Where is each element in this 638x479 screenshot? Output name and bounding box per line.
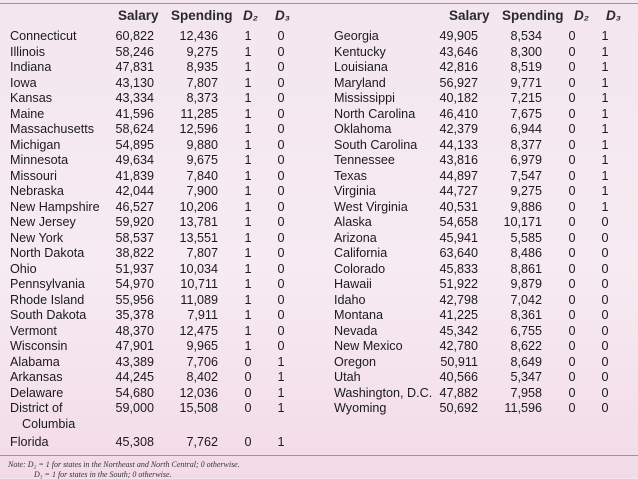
d3-value: 1	[601, 44, 609, 59]
state-name: New Jersey	[10, 215, 76, 229]
state-name: Minnesota	[10, 153, 69, 167]
state-name: Arkansas	[10, 370, 63, 384]
d2-value: 1	[244, 44, 252, 59]
state-name-continued: Columbia	[22, 416, 76, 431]
state-name: West Virginia	[334, 199, 408, 214]
d2-value: 0	[568, 277, 576, 291]
d2-value: 0	[568, 137, 576, 152]
d3-value: 0	[277, 91, 285, 105]
state-name: Arizona	[334, 230, 377, 245]
note-rule	[0, 455, 638, 456]
spending-value: 15,508	[179, 401, 218, 415]
salary-value: 54,970	[115, 277, 154, 291]
d3-value: 0	[277, 75, 285, 90]
state-name: Delaware	[10, 385, 64, 400]
d2-value: 0	[568, 354, 576, 369]
header-d2-left: D₂	[243, 8, 258, 23]
salary-value: 48,370	[115, 323, 154, 338]
spending-value: 12,436	[179, 29, 218, 43]
salary-value: 45,308	[115, 435, 154, 449]
d2-value: 0	[568, 246, 576, 260]
d3-value: 1	[277, 401, 285, 415]
d3-value: 1	[601, 106, 609, 121]
state-name: Ohio	[10, 261, 37, 276]
state-name: Missouri	[10, 168, 57, 183]
state-name: Virginia	[334, 184, 376, 198]
spending-value: 7,807	[186, 75, 218, 90]
state-name: Connecticut	[10, 29, 77, 43]
spending-value: 11,089	[180, 292, 218, 307]
d3-value: 1	[601, 137, 609, 152]
d3-value: 0	[601, 385, 609, 400]
d2-value: 1	[244, 29, 252, 43]
d3-value: 0	[277, 292, 285, 307]
salary-value: 54,895	[115, 137, 154, 152]
salary-value: 51,922	[439, 277, 478, 291]
salary-value: 43,334	[115, 91, 154, 105]
state-name: North Carolina	[334, 106, 416, 121]
salary-value: 55,956	[115, 292, 154, 307]
state-name: Louisiana	[334, 60, 388, 74]
d3-value: 0	[601, 246, 609, 260]
salary-value: 40,566	[439, 370, 478, 384]
d3-value: 0	[601, 354, 609, 369]
salary-value: 42,798	[439, 292, 478, 307]
salary-value: 43,389	[115, 354, 154, 369]
spending-value: 8,361	[510, 308, 542, 322]
state-name: Alabama	[10, 354, 60, 369]
d3-value: 0	[601, 261, 609, 276]
spending-value: 9,275	[186, 44, 218, 59]
spending-value: 7,911	[187, 308, 218, 322]
salary-value: 56,927	[439, 75, 478, 90]
spending-value: 10,206	[179, 199, 218, 214]
spending-value: 8,534	[510, 29, 542, 43]
spending-value: 6,944	[510, 122, 542, 136]
salary-value: 43,130	[115, 75, 154, 90]
header-salary-left: Salary	[118, 8, 159, 23]
state-name: Colorado	[334, 261, 386, 276]
d3-value: 0	[601, 308, 609, 322]
d2-value: 0	[568, 292, 576, 307]
d2-value: 0	[568, 168, 576, 183]
d2-value: 0	[244, 401, 252, 415]
d2-value: 1	[244, 199, 252, 214]
d3-value: 0	[277, 215, 285, 229]
d2-value: 0	[568, 60, 576, 74]
spending-value: 7,675	[510, 106, 542, 121]
salary-value: 43,646	[439, 44, 478, 59]
spending-value: 11,285	[180, 106, 218, 121]
d3-value: 1	[601, 184, 609, 198]
spending-value: 11,596	[504, 401, 542, 415]
d3-value: 0	[277, 29, 285, 43]
state-name: Kansas	[10, 91, 53, 105]
salary-value: 40,182	[439, 91, 478, 105]
d3-value: 1	[601, 122, 609, 136]
state-name: Montana	[334, 308, 384, 322]
spending-value: 7,807	[186, 246, 218, 260]
d2-value: 1	[244, 122, 252, 136]
salary-value: 42,379	[439, 122, 478, 136]
spending-value: 9,879	[510, 277, 542, 291]
header-spending-left: Spending	[171, 8, 233, 23]
d3-value: 0	[601, 292, 609, 307]
top-rule	[0, 3, 638, 4]
d2-value: 1	[244, 168, 252, 183]
state-name: Nebraska	[10, 184, 64, 198]
spending-value: 13,551	[179, 230, 218, 245]
d2-value: 0	[568, 261, 576, 276]
salary-value: 46,410	[439, 106, 478, 121]
state-name: Texas	[334, 168, 367, 183]
spending-value: 9,886	[510, 199, 542, 214]
d3-value: 0	[277, 339, 285, 353]
salary-value: 49,905	[439, 29, 478, 43]
d2-value: 1	[244, 246, 252, 260]
salary-value: 44,897	[439, 168, 478, 183]
salary-value: 41,839	[115, 168, 154, 183]
salary-value: 44,133	[439, 137, 478, 152]
salary-value: 63,640	[439, 246, 478, 260]
spending-value: 7,900	[186, 184, 218, 198]
salary-value: 58,624	[115, 122, 154, 136]
state-name: Massachusetts	[10, 122, 94, 136]
state-name: Vermont	[10, 323, 57, 338]
spending-value: 9,880	[186, 137, 218, 152]
d2-value: 1	[244, 292, 252, 307]
salary-value: 42,816	[439, 60, 478, 74]
d2-value: 1	[244, 323, 252, 338]
d3-value: 1	[601, 91, 609, 105]
spending-value: 8,519	[510, 60, 542, 74]
d3-value: 0	[277, 60, 285, 74]
state-name: Kentucky	[334, 44, 386, 59]
d2-value: 1	[244, 261, 252, 276]
d3-value: 0	[601, 215, 609, 229]
salary-value: 44,727	[439, 184, 478, 198]
header-spending-right: Spending	[502, 8, 564, 23]
state-name: North Dakota	[10, 246, 85, 260]
state-name: Florida	[10, 435, 49, 449]
d2-value: 0	[568, 323, 576, 338]
spending-value: 7,042	[510, 292, 542, 307]
note-line-2: D₃ = 1 for states in the South; 0 otherwise.	[34, 470, 172, 479]
state-name: New Mexico	[334, 339, 403, 353]
d3-value: 0	[277, 153, 285, 167]
spending-value: 7,547	[510, 168, 542, 183]
spending-value: 10,171	[503, 215, 542, 229]
d2-value: 1	[244, 91, 252, 105]
state-name: Tennessee	[334, 153, 395, 167]
note-line-1: Note: D₂ = 1 for states in the Northeast and North Central; 0 otherwise.	[8, 460, 240, 469]
d2-value: 0	[568, 153, 576, 167]
d2-value: 0	[568, 106, 576, 121]
salary-value: 42,044	[115, 184, 154, 198]
state-name: Alaska	[334, 215, 372, 229]
spending-value: 8,622	[510, 339, 542, 353]
d2-value: 1	[244, 153, 252, 167]
d3-value: 1	[601, 29, 609, 43]
spending-value: 8,861	[510, 261, 542, 276]
d3-value: 1	[601, 60, 609, 74]
spending-value: 5,585	[510, 230, 542, 245]
d3-value: 0	[601, 401, 609, 415]
spending-value: 8,377	[510, 137, 542, 152]
salary-value: 60,822	[115, 29, 154, 43]
d2-value: 1	[244, 215, 252, 229]
d2-value: 0	[568, 184, 576, 198]
state-name: Wisconsin	[10, 339, 68, 353]
d3-value: 1	[277, 354, 285, 369]
state-name: Idaho	[334, 292, 366, 307]
header-salary-right: Salary	[449, 8, 490, 23]
d3-value: 1	[277, 370, 285, 384]
spending-value: 10,034	[179, 261, 218, 276]
salary-value: 44,245	[115, 370, 154, 384]
state-name: Oregon	[334, 354, 377, 369]
spending-value: 10,711	[180, 277, 218, 291]
salary-value: 54,680	[115, 385, 154, 400]
state-name: District of	[10, 401, 63, 415]
spending-value: 8,402	[186, 370, 218, 384]
salary-value: 45,941	[439, 230, 478, 245]
spending-value: 7,958	[510, 385, 542, 400]
d3-value: 0	[277, 44, 285, 59]
spending-value: 5,347	[510, 370, 542, 384]
spending-value: 12,036	[179, 385, 218, 400]
d3-value: 0	[277, 261, 285, 276]
d3-value: 0	[277, 168, 285, 183]
state-name: Hawaii	[334, 277, 372, 291]
d2-value: 0	[568, 385, 576, 400]
spending-value: 8,486	[510, 246, 542, 260]
salary-value: 41,596	[115, 106, 154, 121]
d3-value: 0	[277, 277, 285, 291]
d3-value: 0	[601, 230, 609, 245]
spending-value: 9,771	[510, 75, 542, 90]
state-name: Utah	[334, 370, 361, 384]
d3-value: 0	[277, 137, 285, 152]
salary-value: 43,816	[439, 153, 478, 167]
salary-value: 49,634	[115, 153, 154, 167]
state-name: New Hampshire	[10, 199, 100, 214]
state-name: Nevada	[334, 323, 378, 338]
d3-value: 0	[277, 106, 285, 121]
state-name: Georgia	[334, 29, 379, 43]
salary-value: 58,537	[115, 230, 154, 245]
spending-value: 7,762	[186, 435, 218, 449]
spending-value: 7,215	[510, 91, 542, 105]
spending-value: 12,475	[179, 323, 218, 338]
d2-value: 0	[568, 122, 576, 136]
spending-value: 13,781	[179, 215, 218, 229]
spending-value: 8,935	[186, 60, 218, 74]
salary-value: 58,246	[115, 44, 154, 59]
d2-value: 0	[568, 91, 576, 105]
spending-value: 12,596	[179, 122, 218, 136]
d2-value: 1	[244, 230, 252, 245]
state-name: Iowa	[10, 75, 37, 90]
state-name: Oklahoma	[334, 122, 392, 136]
d2-value: 1	[244, 339, 252, 353]
d2-value: 0	[568, 75, 576, 90]
d3-value: 0	[277, 122, 285, 136]
d3-value: 0	[277, 323, 285, 338]
d3-value: 0	[601, 277, 609, 291]
d2-value: 0	[568, 308, 576, 322]
salary-value: 41,225	[439, 308, 478, 322]
d2-value: 0	[568, 44, 576, 59]
d3-value: 0	[601, 370, 609, 384]
state-name: Wyoming	[334, 401, 387, 415]
d2-value: 1	[244, 277, 252, 291]
state-name: Maine	[10, 106, 45, 121]
state-name: Maryland	[334, 75, 386, 90]
spending-value: 9,275	[510, 184, 542, 198]
d2-value: 1	[244, 137, 252, 152]
d3-value: 1	[277, 385, 285, 400]
d3-value: 0	[277, 246, 285, 260]
d2-value: 1	[244, 184, 252, 198]
spending-value: 9,675	[186, 153, 218, 167]
salary-value: 50,911	[440, 354, 478, 369]
d2-value: 1	[244, 60, 252, 74]
state-name: Washington, D.C.	[334, 385, 433, 400]
state-name: Mississippi	[334, 91, 395, 105]
d2-value: 0	[244, 354, 252, 369]
d3-value: 1	[601, 199, 609, 214]
d2-value: 0	[568, 370, 576, 384]
state-name: Indiana	[10, 60, 52, 74]
d2-value: 0	[244, 385, 252, 400]
d2-value: 0	[568, 215, 576, 229]
header-d3-left: D₃	[275, 8, 290, 23]
salary-value: 38,822	[115, 246, 154, 260]
salary-value: 59,920	[115, 215, 154, 229]
d2-value: 0	[244, 435, 252, 449]
salary-value: 45,833	[439, 261, 478, 276]
d3-value: 1	[277, 435, 285, 449]
header-d3-right: D₃	[606, 8, 621, 23]
d2-value: 1	[244, 308, 252, 322]
state-name: California	[334, 246, 388, 260]
spending-value: 7,706	[186, 354, 218, 369]
d3-value: 1	[601, 75, 609, 90]
d3-value: 0	[277, 199, 285, 214]
d2-value: 0	[568, 29, 576, 43]
state-name: New York	[10, 230, 64, 245]
salary-value: 35,378	[115, 308, 154, 322]
state-name: Rhode Island	[10, 292, 85, 307]
salary-value: 47,831	[115, 60, 154, 74]
spending-value: 8,300	[510, 44, 542, 59]
d2-value: 0	[244, 370, 252, 384]
d2-value: 1	[244, 106, 252, 121]
salary-value: 59,000	[115, 401, 154, 415]
spending-value: 6,979	[510, 153, 542, 167]
salary-value: 42,780	[439, 339, 478, 353]
d3-value: 0	[277, 184, 285, 198]
state-name: South Carolina	[334, 137, 418, 152]
salary-value: 54,658	[439, 215, 478, 229]
state-name: Michigan	[10, 137, 61, 152]
salary-value: 45,342	[439, 323, 478, 338]
salary-value: 50,692	[439, 401, 478, 415]
d2-value: 0	[568, 230, 576, 245]
d3-value: 0	[277, 308, 285, 322]
spending-value: 9,965	[186, 339, 218, 353]
d3-value: 0	[601, 323, 609, 338]
d2-value: 0	[568, 401, 576, 415]
header-d2-right: D₂	[574, 8, 589, 23]
d2-value: 0	[568, 199, 576, 214]
d2-value: 0	[568, 339, 576, 353]
d3-value: 0	[601, 339, 609, 353]
salary-value: 47,882	[439, 385, 478, 400]
state-name: Pennsylvania	[10, 277, 85, 291]
salary-value: 51,937	[115, 261, 154, 276]
spending-value: 8,649	[510, 354, 542, 369]
d2-value: 1	[244, 75, 252, 90]
d3-value: 1	[601, 168, 609, 183]
spending-value: 6,755	[510, 323, 542, 338]
state-name: South Dakota	[10, 308, 87, 322]
d3-value: 1	[601, 153, 609, 167]
spending-value: 8,373	[186, 91, 218, 105]
salary-value: 40,531	[439, 199, 478, 214]
d3-value: 0	[277, 230, 285, 245]
salary-value: 46,527	[115, 199, 154, 214]
spending-value: 7,840	[186, 168, 218, 183]
salary-value: 47,901	[115, 339, 154, 353]
state-name: Illinois	[10, 44, 45, 59]
